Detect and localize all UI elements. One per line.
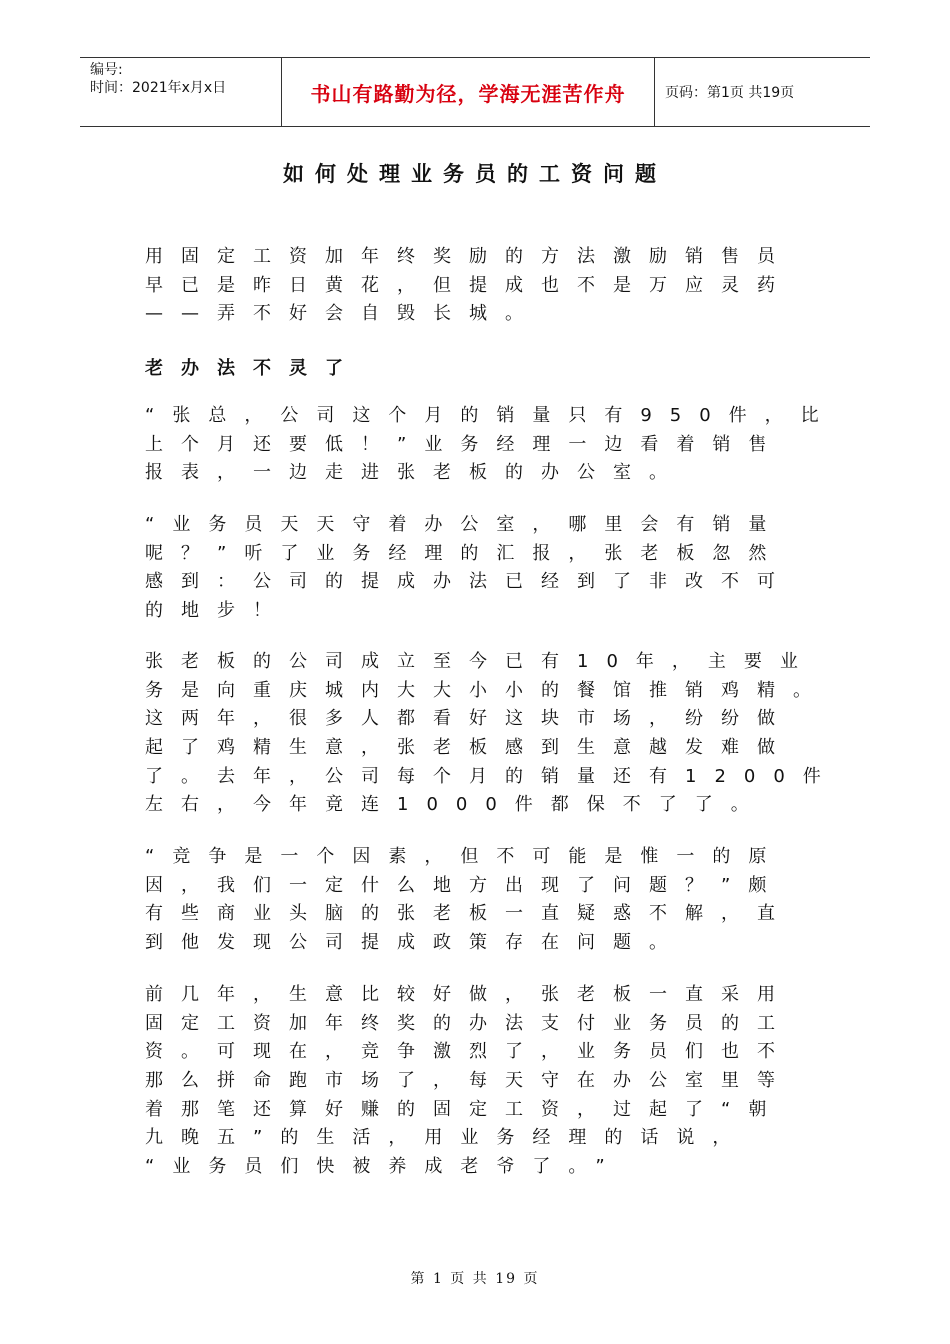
text-line: 固定工资加年终奖的办法支付业务员的工 bbox=[145, 1012, 793, 1034]
text-line: “业务员天天守着办公室，哪里会有销量 bbox=[145, 514, 785, 535]
paragraph-4 bbox=[145, 648, 839, 820]
paragraph-3 bbox=[145, 511, 793, 626]
text-line: 张老板的公司成立至今已有10年，主要业 bbox=[145, 651, 816, 672]
text-line: 那么拼命跑市场了，每天守在办公室里等 bbox=[145, 1070, 793, 1092]
text-line: 九晚五”的生活，用业务经理的话说， bbox=[145, 1127, 749, 1149]
text-line: 报表，一边走进张老板的办公室。 bbox=[145, 462, 685, 484]
text-line: 用固定工资加年终奖励的方法激励销售员 bbox=[145, 246, 793, 267]
text-line: 起了鸡精生意，张老板感到生意越发难做 bbox=[145, 737, 793, 759]
header-motto-cell bbox=[282, 58, 655, 126]
text-line: 到他发现公司提成政策存在问题。 bbox=[145, 932, 685, 954]
text-line: 的地步！ bbox=[145, 600, 289, 622]
text-line: “张总，公司这个月的销量只有950件，比 bbox=[145, 405, 837, 426]
text-line: 上个月还要低！”业务经理一边看着销售 bbox=[145, 433, 785, 455]
text-line: 了。去年，公司每个月的销量还有1200件 bbox=[145, 765, 839, 787]
header-left-cell bbox=[80, 58, 282, 126]
document-header bbox=[80, 57, 870, 127]
text-line: “竞争是一个因素，但不可能是惟一的原 bbox=[145, 846, 785, 867]
time-label: 时间：2021年x月x日 bbox=[90, 80, 227, 96]
motto-text: 书山有路勤为径，学海无涯苦作舟 bbox=[310, 81, 626, 106]
text-line: 务是向重庆城内大大小小的餐馆推销鸡精。 bbox=[145, 679, 829, 701]
section-heading: 老办法不灵了 bbox=[145, 358, 361, 379]
text-line: 有些商业头脑的张老板一直疑惑不解，直 bbox=[145, 903, 793, 925]
serial-label: 编号: bbox=[90, 62, 123, 78]
text-line: 着那笔还算好赚的固定工资，过起了“朝 bbox=[145, 1098, 785, 1120]
text-line: ——弄不好会自毁长城。 bbox=[145, 303, 541, 325]
text-line: 这两年，很多人都看好这块市场，纷纷做 bbox=[145, 708, 793, 730]
page-info: 页码：第1页 共19页 bbox=[665, 85, 795, 101]
text-line: 资。可现在，竞争激烈了，业务员们也不 bbox=[145, 1041, 793, 1063]
text-line: 因，我们一定什么地方出现了问题？”颇 bbox=[145, 874, 785, 896]
page-footer: 第 1 页 共 19 页 bbox=[410, 1271, 540, 1287]
text-line: 左右，今年竟连1000件都保不了了。 bbox=[145, 794, 767, 816]
paragraph-5 bbox=[145, 843, 793, 958]
text-line: 感到：公司的提成办法已经到了非改不可 bbox=[145, 571, 793, 593]
text-line: “业务员们快被养成老爷了。” bbox=[145, 1156, 623, 1178]
document-title: 如何处理业务员的工资问题 bbox=[283, 161, 667, 186]
paragraph-6 bbox=[145, 981, 793, 1182]
paragraph-2 bbox=[145, 402, 837, 488]
text-line: 呢？”听了业务经理的汇报，张老板忽然 bbox=[145, 542, 785, 564]
text-line: 前几年，生意比较好做，张老板一直采用 bbox=[145, 984, 793, 1005]
header-page-cell bbox=[655, 58, 870, 126]
paragraph-1 bbox=[145, 243, 793, 329]
text-line: 早已是昨日黄花，但提成也不是万应灵药 bbox=[145, 274, 793, 296]
